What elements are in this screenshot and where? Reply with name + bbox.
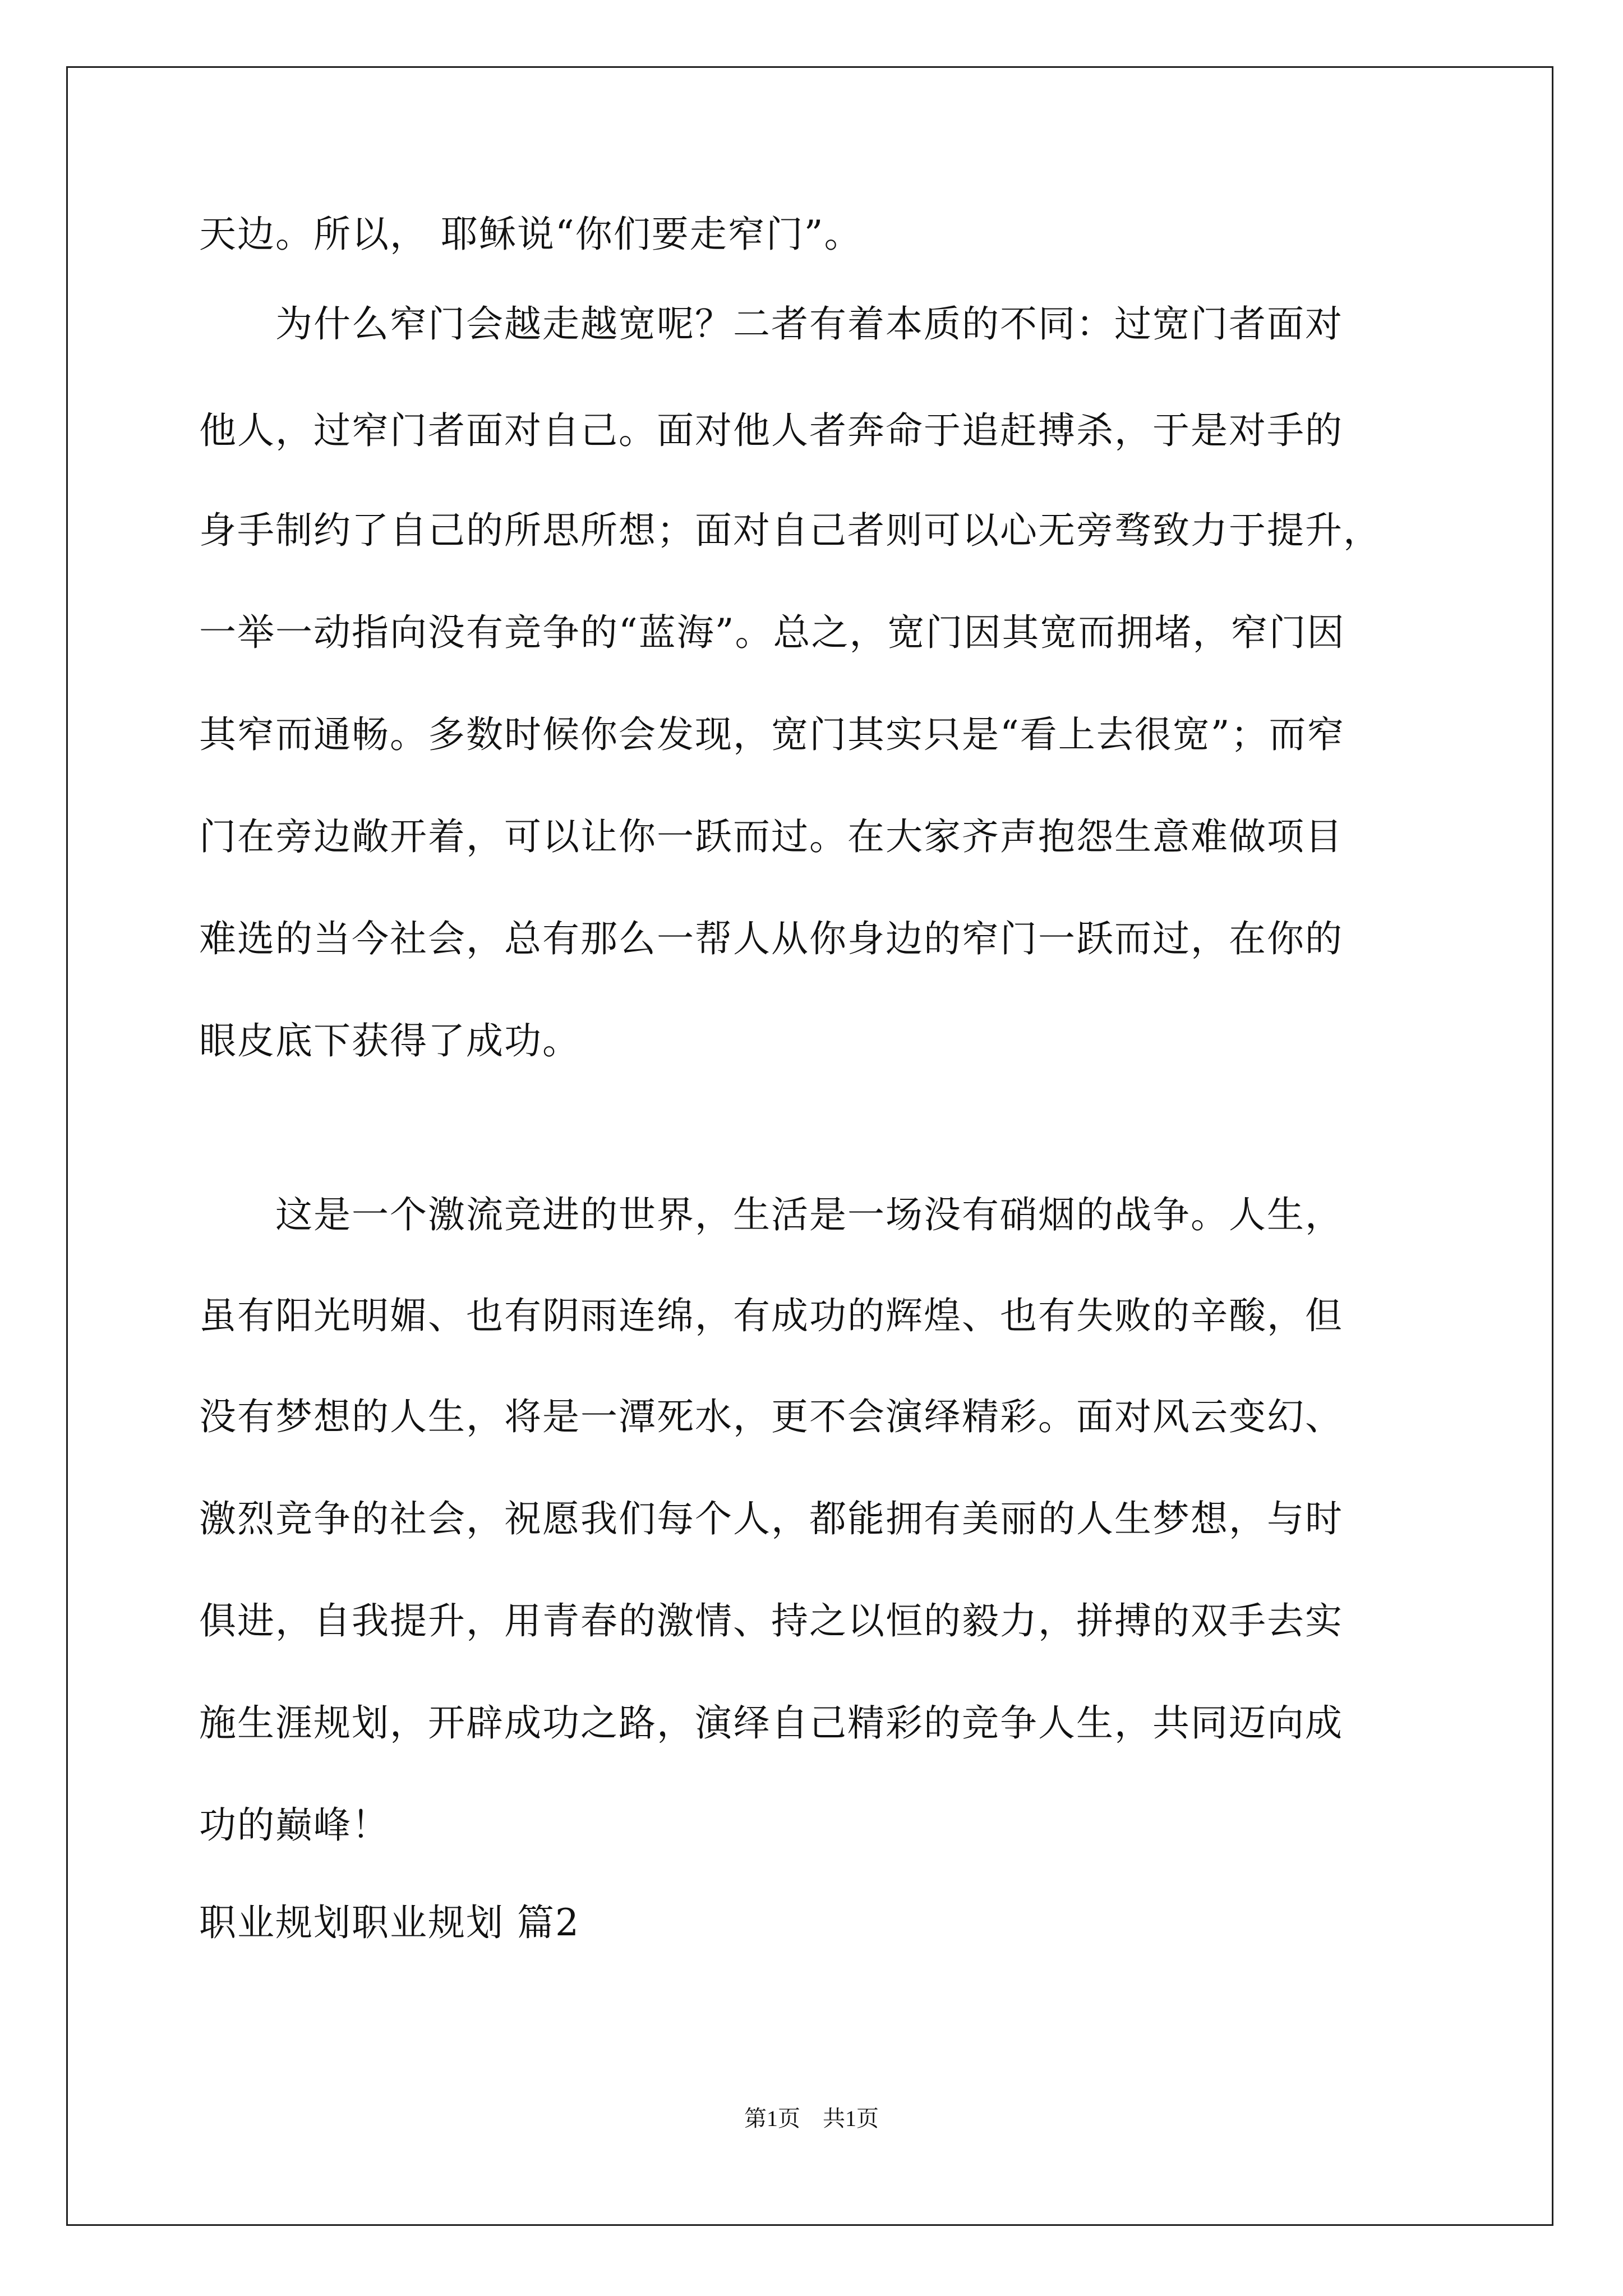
text-line: 没有梦想的人生，将是一潭死水，更不会演绎精彩。面对风云变幻、 bbox=[199, 1395, 1343, 1438]
text-line: 难选的当今社会，总有那么一帮人从你身边的窄门一跃而过，在你的 bbox=[199, 917, 1343, 960]
text-line: 门在旁边敞开着，可以让你一跃而过。在大家齐声抱怨生意难做项目 bbox=[199, 815, 1343, 858]
text-line: 功的巅峰！ bbox=[199, 1803, 390, 1847]
text-line: 他人，过窄门者面对自己。面对他人者奔命于追赶搏杀，于是对手的 bbox=[199, 409, 1343, 452]
section-heading: 职业规划职业规划 篇2 bbox=[199, 1901, 580, 1944]
text-line: 一举一动指向没有竞争的“蓝海”。总之，宽门因其宽而拥堵，窄门因 bbox=[199, 611, 1345, 654]
text-line: 俱进，自我提升，用青春的激情、持之以恒的毅力，拼搏的双手去实 bbox=[199, 1599, 1343, 1642]
page-number-footer: 第1页 共1页 bbox=[744, 2106, 879, 2131]
text-line: 这是一个激流竞进的世界，生活是一场没有硝烟的战争。人生， bbox=[199, 1193, 1343, 1236]
text-line: 眼皮底下获得了成功。 bbox=[199, 1019, 580, 1062]
text-line: 虽有阳光明媚、也有阴雨连绵，有成功的辉煌、也有失败的辛酸，但 bbox=[199, 1294, 1343, 1337]
text-line: 天边。所以， 耶稣说“你们要走窄门”。 bbox=[199, 213, 863, 256]
text-line: 为什么窄门会越走越宽呢？二者有着本质的不同：过宽门者面对 bbox=[199, 302, 1343, 346]
text-line: 身手制约了自己的所思所想；面对自己者则可以心无旁骛致力于提升， bbox=[199, 509, 1381, 552]
text-line: 施生涯规划，开辟成功之路，演绎自己精彩的竞争人生，共同迈向成 bbox=[199, 1701, 1343, 1745]
text-line: 其窄而通畅。多数时候你会发现，宽门其实只是“看上去很宽”；而窄 bbox=[199, 713, 1345, 756]
text-line: 激烈竞争的社会，祝愿我们每个人，都能拥有美丽的人生梦想，与时 bbox=[199, 1497, 1343, 1540]
